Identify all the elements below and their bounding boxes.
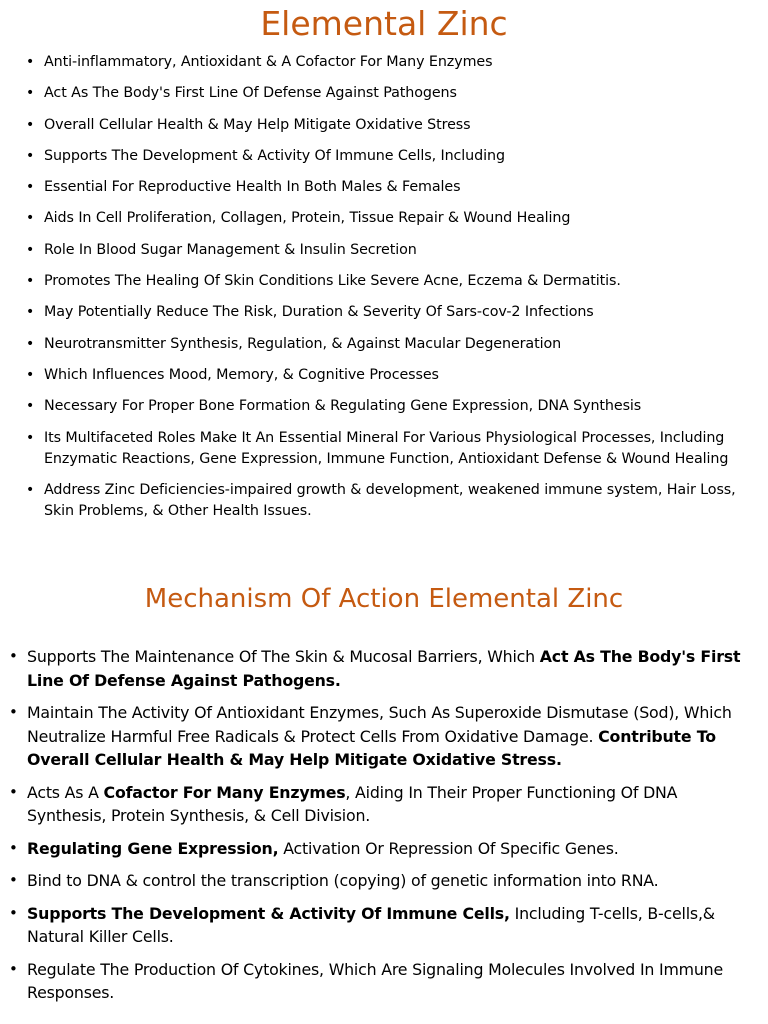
item-bold-text: Supports The Development & Activity Of Immune Cells,	[27, 903, 510, 923]
item-text: Supports The Maintenance Of The Skin & Mucosal Barriers, Which	[27, 647, 540, 666]
list-item: • May Potentially Reduce The Risk, Duration & Severity Of Sars-cov-2 Infections	[24, 302, 749, 323]
item-text: Bind to DNA & control the transcription (copying) of genetic information into RNA.	[27, 871, 659, 890]
list-item	[8, 958, 760, 1005]
item-text: Maintain The Activity Of Antioxidant Enzymes, Such As Superoxide Dismutase (Sod), Which Neutralize Harmful Free Radicals & Protect Cells From Oxidative Damage.	[27, 703, 732, 746]
list-item: • Overall Cellular Health & May Help Mitigate Oxidative Stress	[24, 115, 749, 136]
list-item: • Promotes The Healing Of Skin Conditions Like Severe Acne, Eczema & Dermatitis.	[24, 271, 749, 292]
item-bold-text: Contribute To Overall Cellular Health & May Help Mitigate Oxidative Stress.	[27, 726, 716, 769]
list-item	[8, 902, 760, 949]
list-item	[8, 837, 760, 861]
list-item	[8, 645, 760, 692]
list-item: • Which Influences Mood, Memory, & Cognitive Processes	[24, 365, 749, 386]
item-text: Activation Or Repression Of Specific Genes.	[278, 838, 619, 858]
mechanism-list	[8, 645, 760, 1005]
item-text: Including T-cells, B-cells,& Natural Killer Cells.	[27, 903, 715, 946]
section-title: Mechanism Of Action Elemental Zinc	[144, 584, 624, 614]
list-item: • Act As The Body's First Line Of Defense Against Pathogens	[24, 83, 749, 104]
list-item: • Address Zinc Deficiencies-impaired growth & development, weakened immune system, Hair Loss, Skin Problems, & Other Health Issues.	[24, 480, 749, 522]
list-item	[8, 869, 760, 893]
list-item: • Aids In Cell Proliferation, Collagen, Protein, Tissue Repair & Wound Healing	[24, 208, 749, 229]
list-item: • Essential For Reproductive Health In Both Males & Females	[24, 177, 749, 198]
list-item: • Role In Blood Sugar Management & Insulin Secretion	[24, 240, 749, 261]
benefits-list	[24, 52, 749, 522]
item-text: Acts As A	[27, 782, 104, 802]
page-title: Elemental Zinc	[260, 4, 508, 43]
list-item: • Neurotransmitter Synthesis, Regulation, & Against Macular Degeneration	[24, 334, 749, 355]
item-bold-text: Regulating Gene Expression,	[27, 838, 279, 858]
list-item	[8, 701, 760, 772]
list-item: • Supports The Development & Activity Of Immune Cells, Including	[24, 146, 749, 167]
item-bold-text: Act As The Body's First Line Of Defense Against Pathogens.	[27, 647, 741, 690]
list-item: • Its Multifaceted Roles Make It An Essential Mineral For Various Physiological Processes, Including Enzymatic Reactions, Gene Expression, Immune Function, Antioxidant Defense & Wound Healing	[24, 428, 749, 470]
list-item: • Necessary For Proper Bone Formation & Regulating Gene Expression, DNA Synthesis	[24, 396, 749, 417]
item-bold-text: Cofactor For Many Enzymes	[103, 782, 346, 802]
item-text: , Aiding In Their Proper Functioning Of DNA Synthesis, Protein Synthesis, & Cell Division.	[27, 782, 678, 825]
list-item: • Anti-inflammatory, Antioxidant & A Cofactor For Many Enzymes	[24, 52, 749, 73]
item-text: Regulate The Production Of Cytokines, Which Are Signaling Molecules Involved In Immune Responses.	[27, 959, 724, 1002]
list-item	[8, 781, 760, 828]
